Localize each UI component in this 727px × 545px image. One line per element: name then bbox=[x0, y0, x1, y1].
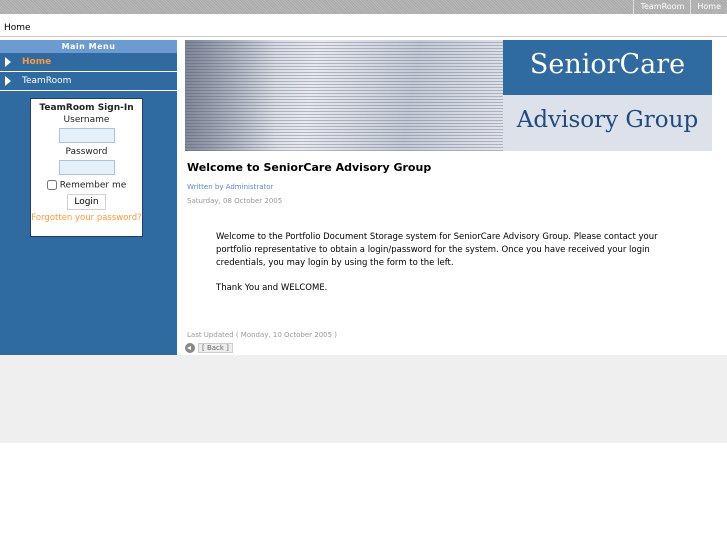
remember-checkbox[interactable] bbox=[47, 180, 57, 190]
remember-label: Remember me bbox=[59, 180, 127, 191]
forgot-password-link[interactable]: Forgotten your password? bbox=[31, 212, 142, 223]
article-paragraph: Welcome to the Portfolio Document Storage system for SeniorCare Advisory Group. Please contact your portfolio representative to obtain a login/password for the system. Once you have received your login credentials, you may login by using the form to the left. bbox=[216, 232, 658, 268]
password-label: Password bbox=[65, 147, 108, 157]
remember-row bbox=[31, 180, 142, 191]
top-bar bbox=[0, 0, 727, 14]
article-date: Saturday, 08 October 2005 bbox=[187, 197, 283, 205]
sidebar-item-teamroom[interactable] bbox=[0, 72, 177, 91]
sidebar bbox=[0, 40, 177, 355]
top-link-teamroom[interactable]: TeamRoom bbox=[633, 0, 690, 14]
sidebar-item-label: TeamRoom bbox=[22, 76, 72, 86]
username-label: Username bbox=[63, 115, 110, 125]
banner bbox=[185, 40, 712, 151]
back-arrow-icon bbox=[185, 343, 195, 353]
username-input[interactable] bbox=[59, 128, 115, 143]
top-link-home[interactable]: Home bbox=[690, 0, 727, 14]
article-paragraph: Thank You and WELCOME. bbox=[216, 283, 328, 293]
article-title: Welcome to SeniorCare Advisory Group bbox=[187, 161, 432, 174]
divider bbox=[0, 36, 727, 37]
back-label: [ Back ] bbox=[198, 343, 233, 353]
main-menu-title: Main Menu bbox=[0, 40, 177, 53]
login-box bbox=[30, 98, 143, 237]
newspaper-shade bbox=[185, 40, 275, 151]
brand-tagline: Advisory Group bbox=[516, 107, 699, 133]
article-body bbox=[216, 231, 686, 307]
login-title: TeamRoom Sign-In bbox=[39, 103, 134, 113]
arrow-right-icon bbox=[0, 72, 16, 90]
breadcrumb: Home bbox=[4, 23, 31, 33]
last-updated: Last Updated ( Monday, 10 October 2005 ) bbox=[187, 331, 338, 339]
footer bbox=[0, 355, 727, 443]
login-button[interactable]: Login bbox=[67, 194, 105, 210]
top-links bbox=[633, 0, 727, 14]
article-author: Written by Administrator bbox=[187, 183, 274, 191]
sidebar-item-home[interactable] bbox=[0, 53, 177, 72]
password-input[interactable] bbox=[59, 160, 115, 175]
sidebar-item-label: Home bbox=[22, 57, 52, 67]
arrow-right-icon bbox=[0, 53, 16, 71]
brand-name: SeniorCare bbox=[529, 49, 686, 80]
back-button[interactable] bbox=[185, 343, 233, 353]
